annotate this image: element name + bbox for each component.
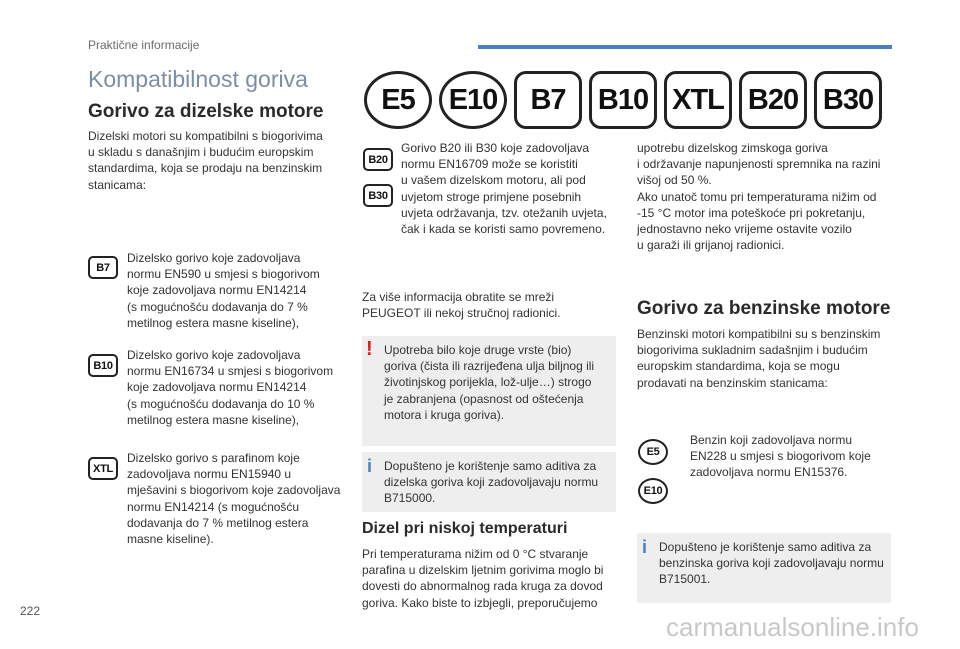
text-line: u garaži ili grijanoj radionici. [637,238,785,253]
warning-text [384,342,594,423]
b20-label: B20 [739,71,807,129]
text-line: metilnog estera masne kiseline), [127,315,300,330]
text-line: goriva. Kako biste to izbjegli, preporučujemo [362,595,598,610]
text-line: Benzinski motori kompatibilni su s benzinskim [637,327,881,341]
text-line: koje zadovoljava normu EN14214 [127,380,307,395]
text-line: Dopušteno je korištenje samo aditiva za [384,459,597,473]
xtl-label: XTL [664,71,732,129]
page-title: Kompatibilnost goriva [88,66,308,92]
diesel-heading: Gorivo za dizelske motore [88,101,324,122]
text-line: Pri temperaturama nižim od 0 °C stvaranje [362,547,589,561]
text-line: upotrebu dizelskog zimskoga goriva [637,141,828,155]
b7-description [127,250,320,331]
text-line: Dizelsko gorivo s parafinom koje [127,451,300,465]
text-line: jednostavno neko vrijeme ostavite vozilo [637,222,852,237]
e10-label: E10 [439,71,507,129]
text-line: Gorivo B20 ili B30 koje zadovoljava [401,141,590,155]
diesel-intro [88,128,323,193]
text-line: Za više informacija obratite se mreži [362,290,555,304]
text-line: masne kiseline). [127,532,214,547]
text-line: Dopušteno je korištenje samo aditiva za [659,540,872,554]
text-line: europskim standardima, koja se mogu [637,359,840,374]
text-line: stanicama: [88,177,147,192]
text-line: EN228 u smjesi s biogorivom koje [690,449,871,464]
text-line: uvjeta održavanja, tzv. otežanih uvjeta, [401,205,607,220]
cold-text-continued [637,140,880,253]
text-line: Ako unatoč tomu pri temperaturama nižim od [637,189,877,204]
b7-label: B7 [514,71,582,129]
b30-small-label: B30 [363,184,393,207]
text-line: dizelska goriva koji zadovoljavaju normu [384,475,599,490]
b10-small-label: B10 [88,354,118,377]
warning-icon: ! [366,338,373,360]
page-number: 222 [20,604,41,618]
text-line: višoj od 50 %. [637,173,712,188]
more-info-text [362,289,561,321]
text-line: benzinska goriva koji zadovoljavaju normu [659,556,884,571]
text-line: dodavanja do 7 % metilnog estera [127,515,309,530]
text-line: Dizelsko gorivo koje zadovoljava [127,348,301,362]
e5-small-label: E5 [638,439,668,465]
text-line: parafina u dizelskim ljetnim gorivima moglo bi [362,563,604,578]
text-line: motora i kruga goriva). [384,407,505,422]
petrol-heading: Gorivo za benzinske motore [637,298,891,319]
text-line: prodavati na benzinskim stanicama: [637,375,828,390]
text-line: uvjetom stroge primjene posebnih [401,189,582,204]
header-bar [478,45,892,49]
text-line: (s mogućnošću dodavanja do 10 % [127,396,315,411]
text-line: goriva (čista ili razrijeđena ulja biljnog ili [384,359,595,374]
diesel-info-text [384,458,598,507]
text-line: normu EN590 u smjesi s biogorivom [127,267,320,282]
petrol-intro [637,326,880,391]
b20-small-label: B20 [363,148,393,171]
b20-b30-description [401,140,607,237]
text-line: Benzin koji zadovoljava normu [690,433,853,447]
diesel-info-box [362,452,616,512]
text-line: zadovoljava normu EN15376. [690,465,848,480]
b7-small-label: B7 [88,256,118,279]
text-line: u vašem dizelskom motoru, ali pod [401,173,586,188]
info-icon: i [367,456,373,476]
warning-box [362,336,616,446]
text-line: životinjskog porijekla, lož-ulje…) strogo [384,375,592,390]
xtl-description [127,450,340,547]
e5-label: E5 [364,71,432,129]
info-icon: i [642,537,648,557]
text-line: (s mogućnošću dodavanja do 7 % [127,299,308,314]
text-line: Dizelsko gorivo koje zadovoljava [127,251,301,265]
text-line: biogorivima sukladnim sadašnjim i budućim [637,343,868,358]
text-line: je zabranjena (opasnost od oštećenja [384,391,584,406]
text-line: dovesti do abnormalnog rada kruga za dovod [362,579,603,594]
text-line: i održavanje napunjenosti spremnika na razini [637,157,881,172]
e5-e10-description [690,432,871,481]
cold-heading: Dizel pri niskoj temperaturi [362,520,568,537]
b10-label: B10 [589,71,657,129]
text-line: zadovoljava normu EN15940 u [127,467,292,482]
text-line: B715000. [384,491,436,506]
text-line: normu EN14214 (s mogućnošću [127,499,300,514]
petrol-info-text [659,539,884,588]
text-line: metilnog estera masne kiseline), [127,412,300,427]
xtl-small-label: XTL [88,457,118,480]
text-line: u skladu s današnjim i budućim europskim [88,145,314,160]
text-line: -15 °C motor ima poteškoće pri pokretanju, [637,205,866,220]
fuel-labels-row [364,71,882,129]
text-line: mješavini s biogorivom koje zadovoljava [127,483,341,498]
petrol-info-box [637,533,891,603]
text-line: čak i kada se koristi samo povremeno. [401,222,606,237]
text-line: Upotreba bilo koje druge vrste (bio) [384,343,572,357]
section-header: Praktične informacije [88,38,200,52]
text-line: Dizelski motori su kompatibilni s biogorivima [88,129,323,143]
text-line: PEUGEOT ili nekoj stručnoj radionici. [362,306,561,321]
text-line: koje zadovoljava normu EN14214 [127,283,307,298]
text-line: normu EN16734 u smjesi s biogorivom [127,364,334,379]
b10-description [127,347,333,428]
watermark: carmanualsonline.info [666,612,919,642]
b30-label: B30 [814,71,882,129]
text-line: standardima, koja se prodaju na benzinskim [88,161,323,176]
text-line: B715001. [659,572,711,587]
e10-small-label: E10 [638,478,668,504]
cold-text [362,546,603,611]
text-line: normu EN16709 može se koristiti [401,157,578,172]
